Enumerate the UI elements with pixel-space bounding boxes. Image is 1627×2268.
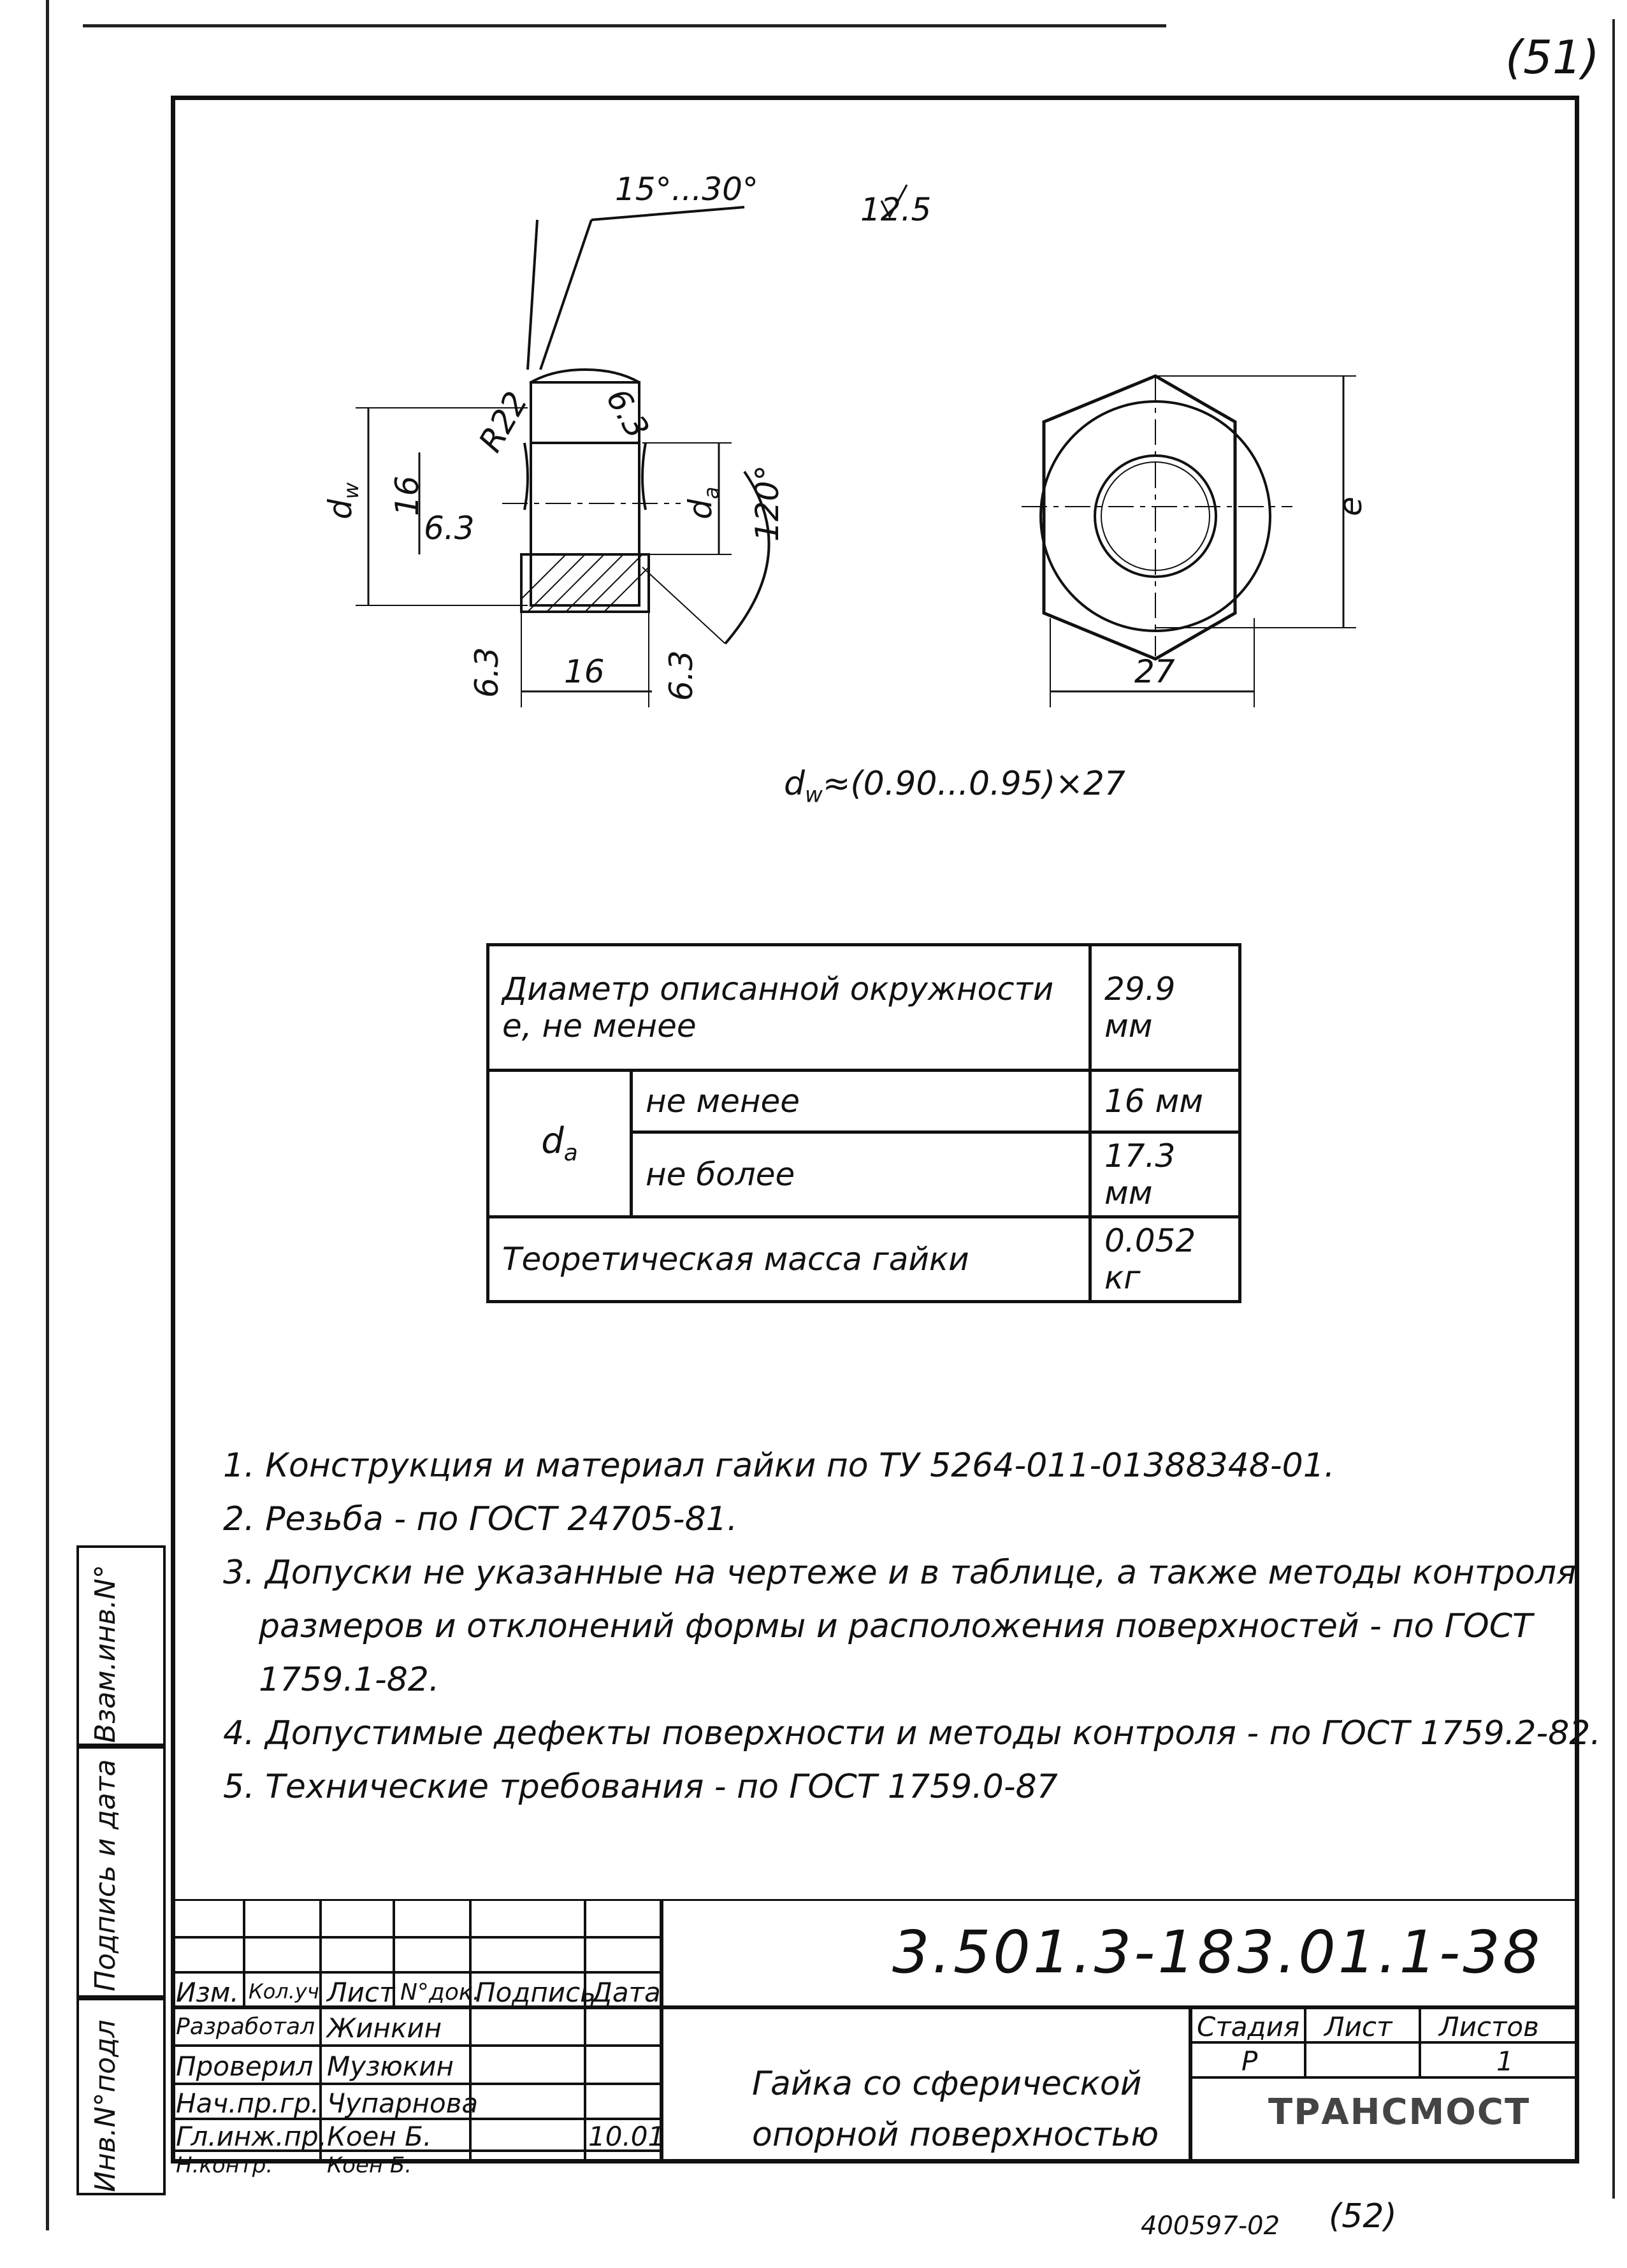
top-border-line xyxy=(83,24,1166,27)
table-row xyxy=(488,945,1240,1071)
sheet-header: Лист xyxy=(1324,2011,1392,2042)
note-2: 2. Резьба - по ГОСТ 24705-81. xyxy=(223,1500,738,1538)
role-2: Проверил xyxy=(176,2051,314,2082)
note-5: 5. Технические требования - по ГОСТ 1759.0-87 xyxy=(223,1768,1058,1806)
da-cell-subscript: a xyxy=(563,1140,578,1167)
mass-value: 0.052 кг xyxy=(1090,1217,1240,1302)
da-cell-symbol: d xyxy=(541,1120,564,1162)
role-3: Нач.пр.гр. xyxy=(176,2088,320,2119)
da-subscript: a xyxy=(699,486,723,500)
role-1: Разработал xyxy=(176,2014,315,2040)
company-logo: ТРАНСМОСТ xyxy=(1268,2091,1531,2133)
name-1: Жинкин xyxy=(327,2012,442,2044)
header-ndok: N°док. xyxy=(400,1979,481,2005)
radius-label: R22 xyxy=(472,385,535,458)
name-2: Музюкин xyxy=(327,2051,454,2082)
roughness-c-label: 6.3 xyxy=(468,647,505,698)
header-list: Лист xyxy=(327,1977,395,2008)
formula-expression: ≈(0.90...0.95)×27 xyxy=(822,765,1125,803)
dim-16-horizontal: 16 xyxy=(564,653,605,690)
archive-number: 400597-02 xyxy=(1141,2211,1280,2241)
formula-subscript: w xyxy=(805,782,823,808)
header-podpis: Подпись xyxy=(475,1977,596,2008)
da-max-value: 17.3 мм xyxy=(1090,1132,1240,1217)
note-3-cont: размеров и отклонений формы и расположения поверхностей - по ГОСТ 1759.1-82. xyxy=(259,1607,1533,1699)
da-symbol: d xyxy=(682,499,719,519)
name-4: Коен Б. xyxy=(327,2121,432,2152)
dw-formula xyxy=(784,765,1125,807)
dw-subscript: w xyxy=(339,482,363,500)
roughness-d-label: 6.3 xyxy=(663,650,700,701)
name-5: Коен Б. xyxy=(327,2153,412,2178)
dw-label xyxy=(322,482,363,519)
stage-header: Стадия xyxy=(1197,2011,1300,2042)
circumscribed-diameter-label: Диаметр описанной окружности е, не менее xyxy=(488,945,1090,1071)
chamfer-angle-label: 15°...30° xyxy=(615,171,758,208)
roughness-b-label: 6.3 xyxy=(424,510,475,547)
da-cell xyxy=(488,1071,632,1217)
header-koluch: Кол.уч xyxy=(249,1979,319,2004)
formula-symbol: d xyxy=(784,765,806,803)
date-4: 10.01 xyxy=(588,2121,665,2152)
table-row xyxy=(488,1217,1240,1302)
sheets-value: 1 xyxy=(1496,2046,1514,2077)
e-label: e xyxy=(1332,496,1369,516)
header-izm: Изм. xyxy=(176,1977,239,2008)
page-number-bottom: (52) xyxy=(1329,2197,1397,2235)
side-label-inv: Инв.N°подл xyxy=(89,2019,122,2192)
side-label-vzam: Взам.инв.N° xyxy=(89,1564,122,1743)
surface-finish-label: 12.5 xyxy=(860,191,932,228)
mass-label: Теоретическая масса гайки xyxy=(488,1217,1090,1302)
title-line-1: Гайка со сферической xyxy=(752,2065,1142,2103)
dim-16-vertical: 16 xyxy=(389,475,426,516)
da-label xyxy=(682,487,723,519)
circumscribed-diameter-value: 29.9 мм xyxy=(1090,945,1240,1071)
angle-120-label: 120° xyxy=(749,465,786,542)
role-4: Гл.инж.пр. xyxy=(176,2121,328,2152)
table-row xyxy=(488,1071,1240,1132)
side-label-podpis: Подпись и дата xyxy=(89,1759,122,1991)
roughness-a-label: 6.3 xyxy=(598,382,656,445)
spec-table xyxy=(486,943,1241,1303)
dw-symbol: d xyxy=(322,499,359,519)
name-3: Чупарнова xyxy=(327,2088,479,2119)
title-line-2: опорной поверхностью xyxy=(752,2116,1159,2154)
stage-value: Р xyxy=(1241,2046,1258,2077)
header-data: Дата xyxy=(591,1977,661,2008)
note-4: 4. Допустимые дефекты поверхности и методы контроля - по ГОСТ 1759.2-82. xyxy=(223,1714,1601,1752)
dim-27-label: 27 xyxy=(1134,653,1175,690)
da-max-label: не более xyxy=(632,1132,1090,1217)
da-min-label: не менее xyxy=(632,1071,1090,1132)
note-1: 1. Конструкция и материал гайки по ТУ 5264-011-01388348-01. xyxy=(223,1447,1335,1485)
sheets-header: Листов xyxy=(1439,2011,1539,2042)
technical-notes xyxy=(223,1439,1627,1814)
page-number-top: (51) xyxy=(1505,31,1600,84)
role-5: Н.контр. xyxy=(176,2153,273,2178)
left-border-line xyxy=(46,0,49,2230)
drawing-designation: 3.501.3-183.01.1-38 xyxy=(892,1918,1543,1986)
da-min-value: 16 мм xyxy=(1090,1071,1240,1132)
note-3: 3. Допуски не указанные на чертеже и в таблице, а также методы контроля xyxy=(223,1554,1577,1592)
right-border-line xyxy=(1612,19,1615,2199)
